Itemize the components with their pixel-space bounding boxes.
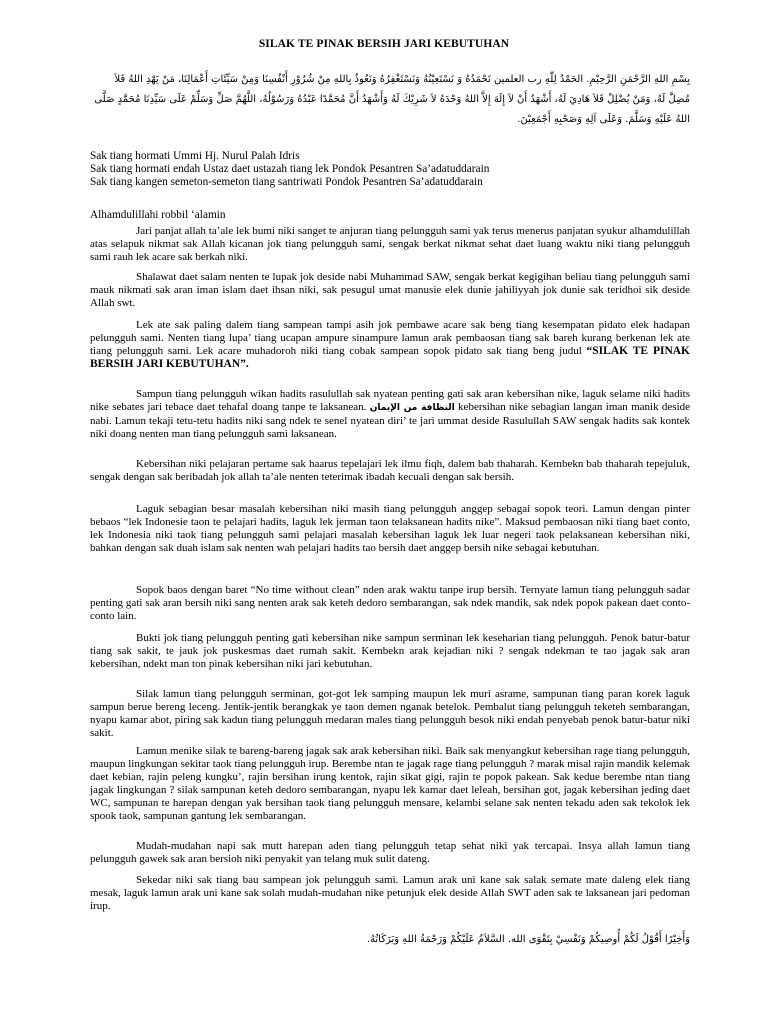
greeting-line: Sak tiang hormati Ummi Hj. Nurul Palah Idris <box>90 150 300 162</box>
greeting-line: Sak tiang hormati endah Ustaz daet ustazah tiang lek Pondok Pesantren Sa’adatuddarain <box>90 163 490 175</box>
paragraph: Lek ate sak paling dalem tiang sampean tampi asih jok pembawe acare sak beng tiang kesempatan pidato elek hadapan pelungguh sami. Nenten tiang lupa’ tiang ucapan ampure sinampure lamun arak pembaosan tiang sak bareh kurang berkenan lek ate tiang pelungguh sami. Lek acare muhadoroh niki tiang cobak sampean sopok pidato sak tiang beng judul “SILAK TE PINAK BERSIH JARI KEBUTUHAN”. <box>90 319 690 370</box>
paragraph: Sekedar niki sak tiang bau sampean jok pelungguh sami. Lamun arak uni kane sak salak semate mate daleng elek tiang mesak, laguk lamun arak uni kane sak solah mudah-mudahan nike petunjuk elek deside Allah SWT aden sak te laksanean jari pedoman irup. <box>90 874 690 912</box>
paragraph: Lamun menike silak te bareng-bareng jagak sak arak kebersihan niki. Baik sak menyangkut kebersihan rage tiang pelungguh, maupun lingkungan sekitar taok tiang pelungguh irup. Berembe ntan te jagak rage tiang pelungguh ? marak misal rajin mandik kelemak daet kebian, rajin peleng kungku’, rajin bersihan irung kentok, rajin sikat gigi, rajin te popok pakean. Sak kedue berembe ntan tiang jagak lingkungan ? silak sampunan keteh dedoro sembarangan, nyapu lek kamar daet leleah, bersihan got, jagak kebersihan jeding daet WC, sampunan te harepan dengan yak bersihan taok tiang pelungguh mensare, kelambi selane sak nenten tekadu aden sak tekolok lek spook taok, sampunan gantung lek sembarangan. <box>90 745 690 822</box>
paragraph: Laguk sebagian besar masalah kebersihan niki masih tiang pelungguh anggep sebagai sopok teori. Lamun dengan pinter bebaos “lek Indonesie taon te pelajari hadits, laguk lek jerman taon telaksanean hadits nike”. Maksud pembaosan niki tiang baet conto, lek Indonesia niki taok tiang pelungguh sami pelajari masalah kebersihan laguk lek luar negeri taok pelaksanean kebersihan niki, bahkan dengan sak duah islam sak nenten wah pelajari hadits tao bersih daet anggep bersih nike sebagai kebutuhan. <box>90 503 690 554</box>
paragraph: Silak lamun tiang pelungguh serminan, got-got lek samping maupun lek muri asrame, sampunan tiang paran korek laguk sampun berue bereng leceng. Jentik-jentik berangkak ye taon demen nganak betelok. Pembalut tiang pelungguh teketeh sembarangan, nyapu kamar abot, piring sak kadun tiang pelungguh medaran males tiang pelungguh besok niki endah penyebab penok batur-batur niki sakit. <box>90 688 690 739</box>
greeting-line: Sak tiang kangen semeton-semeton tiang santriwati Pondok Pesantren Sa’adatuddarain <box>90 176 483 188</box>
paragraph: Shalawat daet salam nenten te lupak jok deside nabi Muhammad SAW, sengak berkat kegigihan beliau tiang pelungguh sami mauk nikmati sak aran iman islam daet ihsan niki, sak pesugul umat manusie elek dunie jahiliyyah jok dunie sak teridhoi sik deside Allah swt. <box>90 271 690 309</box>
paragraph: Sampun tiang pelungguh wikan hadits rasulullah sak nyatean penting gati sak aran kebersihan nike, laguk selame niki hadits nike sebates jari tebace daet tehafal doang tanpe te laksanean. النظافة من الإيمان kebersihan nike sebagian langan iman manik deside nabi. Lamun tekaji tetu-tetu hadits niki sang ndek te senel nyatean diri’ te jari ummat deside Rasulullah SAW sengak hadits sak kontek niki doang nenten man tiang pelungguh sami laksanean. <box>90 388 691 440</box>
paragraph: Bukti jok tiang pelungguh penting gati kebersihan nike sampun serminan lek keseharian tiang pelungguh. Penok batur-batur tiang sak sakit, te jauk jok puskesmas daet rumah sakit. Kembekn arak kejadian niki ? sengak ndekman te tao jagak sak aran kebersihan, ndekt man ton pinak kebersihan niki jari kebutuhan. <box>90 632 690 670</box>
paragraph: Mudah-mudahan napi sak mutt harepan aden tiang pelungguh tetap sehat niki yak tercapai. Insya allah lamun tiang pelungguh gawek sak aran bersioh niki penyakit yan telang muk sulit dateng. <box>90 840 690 865</box>
alhamdulillah-line: Alhamdulillahi robbil ‘alamin <box>90 209 226 221</box>
greetings <box>90 150 690 189</box>
paragraph: Kebersihan niki pelajaran pertame sak haarus tepelajari lek ilmu fiqh, dalem bab thaharah. Kembekn bab thaharah tepejuluk, sengak dengan sak beribadah jok allah ta’ale nenten teterimak ibadah kecuali dengan sak bersih. <box>90 458 690 483</box>
opening-arabic-prayer: بِسْمِ اللهِ الرَّحْمَنِ الرَّحِيْمِ. الحَمْدُ لِلّٰهِ رب العلمين نَحْمَدُهُ وَ نَسْتَعِيْنُهُ وَنَسْتَغْفِرُهُ وَنَعُوذُ بِاللهِ مِنْ شُرُوْرِ أَنْفُسِنَا وَمِنْ سَيِّئَاتِ أَعْمَالِنَا، مَنْ يَهْدِ اللهُ فَلاَ مُضِلَّ لَهُ، وَمَنْ يُضْلِلْ فَلاَ هَادِيَ لَهُ، أَشْهَدُ أَنْ لاَ إِلَهَ إِلاَّ اللهُ وَحْدَهُ لاَ شَرِيْكَ لَهُ وَأَشْهَدُ أَنَّ مُحَمَّدًا عَبْدُهُ وَرَسُوْلُهُ، اللَّهُمَّ صَلِّ وَسَلِّمْ عَلَى سَيِّدِنَا مُحَمَّدٍ صَلَّى اللهُ عَلَيْهِ وَسَلَّمَ. وَعَلَى آلِهِ وَصَحْبِهِ أَجْمَعِيْنَ. <box>94 74 690 125</box>
document-title: SILAK TE PINAK BERSIH JARI KEBUTUHAN <box>258 38 510 50</box>
arabic-hadith: النظافة من الإيمان <box>369 403 455 413</box>
paragraph: Jari panjat allah ta’ale lek bumi niki sanget te anjuran tiang pelungguh sami yak terus menerus panjatan syukur alhamdulillah atas selapuk nikmat sak Allah kicanan jok tiang pelungguh sami, sengak berkat nikmat sehat daet luang waktu niki tiang pelungguh sami rauh lek acare sak berkah niki. <box>90 225 690 263</box>
paragraph: Sopok baos dengan baret “No time without clean” nden arak waktu tanpe irup bersih. Ternyate lamun tiang pelungguh sadar penting gati sak aran bersih niki sang nenten arak sak keteh dedoro sembarangan, sak ndek mandik, sak ndek popok pakean daet conto-conto lain. <box>90 584 690 622</box>
closing-arabic: وَأَخِيْرًا أَقُوْلُ لَكُمْ أُوصِيكُمْ وَنَفْسِيْ بِتَقْوَى الله. السَّلاَمُ عَلَيْكُمْ وَرَحْمَةُ اللهِ وَبَرَكَاتُهُ. <box>366 934 690 945</box>
speech-topic: “SILAK TE PINAK BERSIH JARI KEBUTUHAN”. <box>90 345 690 370</box>
